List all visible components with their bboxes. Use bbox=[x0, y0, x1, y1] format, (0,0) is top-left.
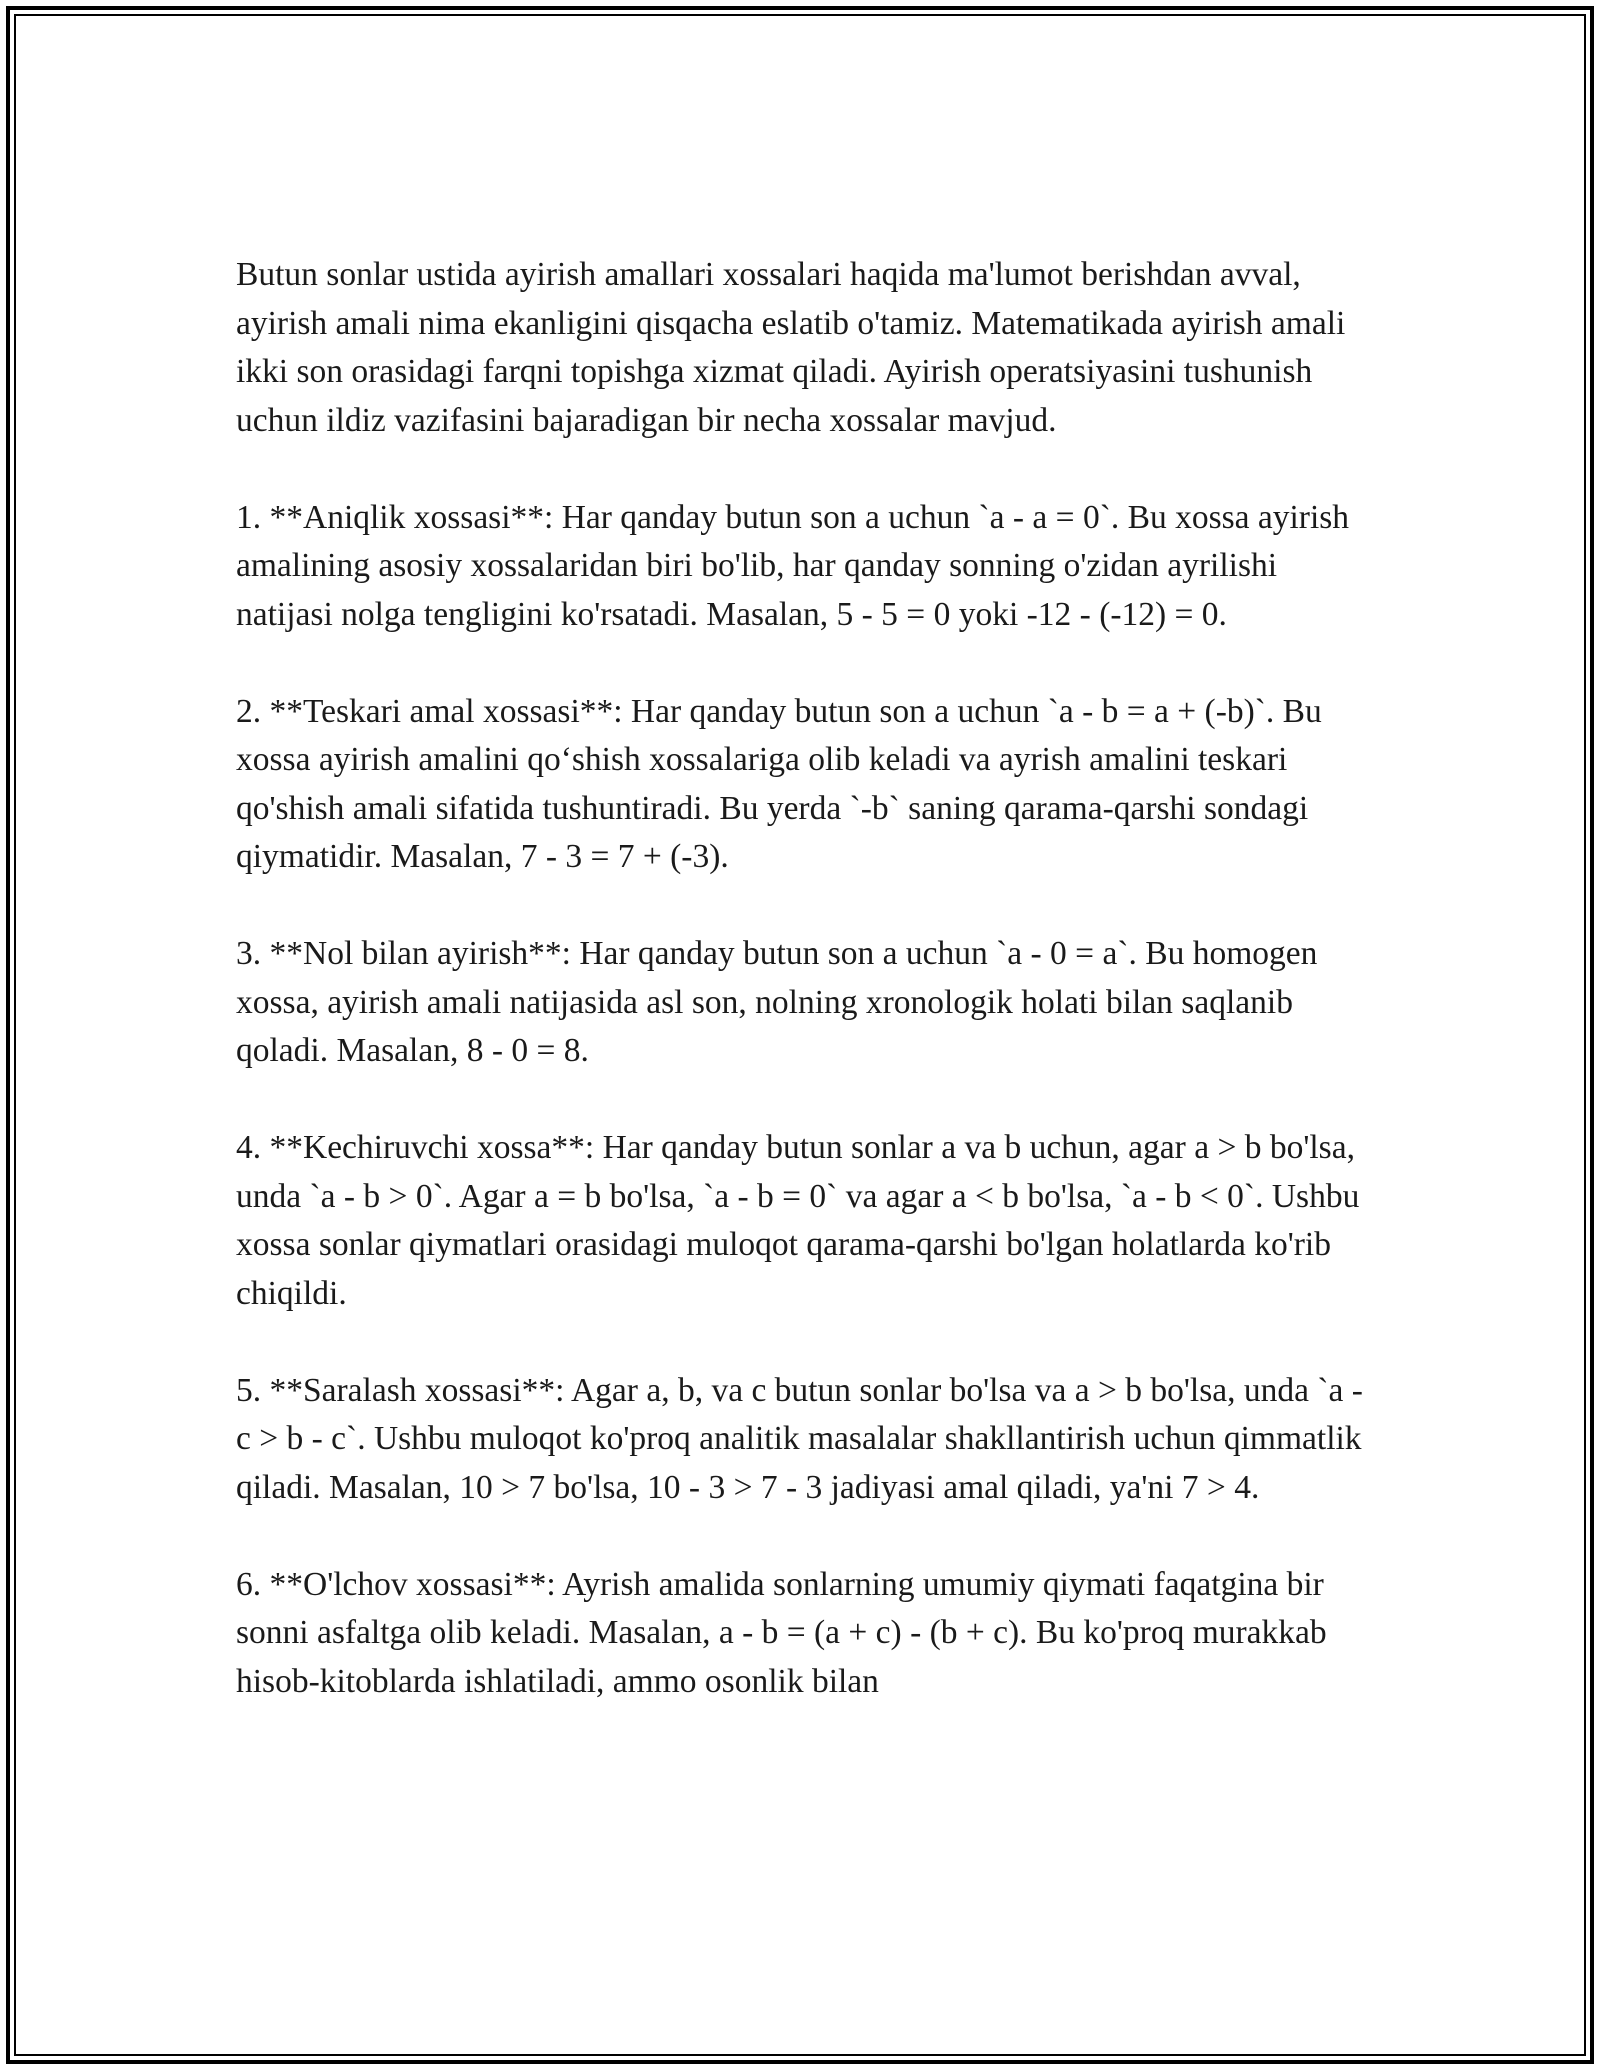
property-4-paragraph: 4. **Kechiruvchi xossa**: Har qanday butun sonlar a va b uchun, agar a > b bo'lsa, unda `a - b > 0`. Agar a = b bo'lsa, `a - b = 0` va agar a < b bo'lsa, `a - b < 0`. Ushbu xossa sonlar qiymatlari orasidagi muloqot qarama-qarshi bo'lgan holatlarda ko'rib chiqildi. bbox=[236, 1129, 1360, 1312]
property-6-paragraph: 6. **O'lchov xossasi**: Ayrish amalida sonlarning umumiy qiymati faqatgina bir sonni asfaltga olib keladi. Masalan, a - b = (a + c) - (b + c). Bu ko'proq murakkab hisob-kitoblarda ishlatiladi, ammo osonlik bilan bbox=[236, 1565, 1327, 1700]
property-1-paragraph: 1. **Aniqlik xossasi**: Har qanday butun son a uchun `a - a = 0`. Bu xossa ayirish amalining asosiy xossalaridan biri bo'lib, har qanday sonning o'zidan ayrilishi natijasi nolga tengligini ko'rsatadi. Masalan, 5 - 5 = 0 yoki -12 - (-12) = 0. bbox=[236, 498, 1350, 633]
property-3-paragraph: 3. **Nol bilan ayirish**: Har qanday butun son a uchun `a - 0 = a`. Bu homogen xossa, ayirish amali natijasida asl son, nolning xronologik holati bilan saqlanib qoladi. Masalan, 8 - 0 = 8. bbox=[236, 935, 1318, 1069]
property-5-paragraph: 5. **Saralash xossasi**: Agar a, b, va c butun sonlar bo'lsa va a > b bo'lsa, unda `a - c > b - c`. Ushbu muloqot ko'proq analitik masalalar shakllantirish uchun qimmatlik qiladi. Masalan, 10 > 7 bo'lsa, 10 - 3 > 7 - 3 jadiyasi amal qiladi, ya'ni 7 > 4. bbox=[236, 1371, 1363, 1506]
document-body bbox=[236, 251, 1366, 1706]
intro-paragraph: Butun sonlar ustida ayirish amallari xossalari haqida ma'lumot berishdan avval, ayirish amali nima ekanligini qisqacha eslatib o'tamiz. Matematikada ayirish amali ikki son orasidagi farqni topishga xizmat qiladi. Ayirish operatsiyasini tushunish uchun ildiz vazifasini bajaradigan bir necha xossalar mavjud. bbox=[236, 256, 1346, 439]
property-2-paragraph: 2. **Teskari amal xossasi**: Har qanday butun son a uchun `a - b = a + (-b)`. Bu xossa ayirish amalini qo‘shish xossalariga olib keladi va ayrish amalini teskari qo'shish amali sifatida tushuntiradi. Bu yerda `-b` saning qarama-qarshi sondagi qiymatidir. Masalan, 7 - 3 = 7 + (-3). bbox=[236, 692, 1322, 875]
